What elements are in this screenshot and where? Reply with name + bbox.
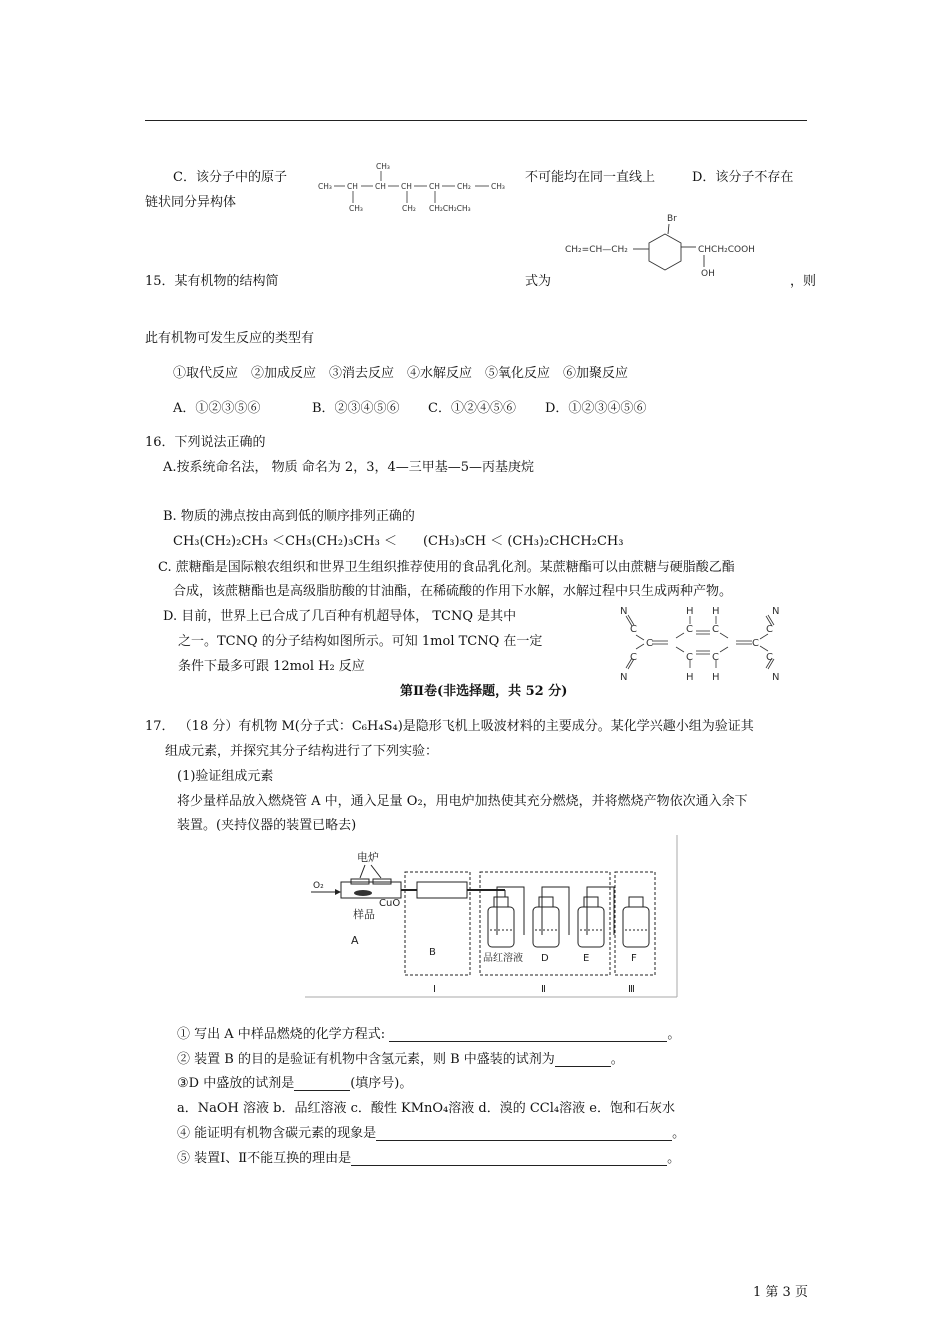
label-f: F	[631, 953, 637, 964]
tcnq-atom-label: H	[712, 606, 720, 617]
label-group-1: Ⅰ	[433, 984, 436, 995]
svg-text:CH₃: CH₃	[491, 182, 505, 191]
q15-option-a: A．①②③⑤⑥	[173, 401, 261, 416]
q17-line1: 17． （18 分）有机物 M(分子式：C₆H₄S₄)是隐形飞机上吸波材料的主要成分。某化学兴趣小组为验证其	[145, 719, 754, 734]
svg-text:CH₂CH₂CH₃: CH₂CH₂CH₃	[429, 204, 471, 213]
tcnq-atom-label: C	[646, 638, 653, 649]
svg-text:CH₃: CH₃	[376, 162, 390, 171]
label-pinhong: 品红溶液	[483, 953, 523, 964]
q17-s4: ④ 能证明有机物含碳元素的现象是 。	[177, 1126, 686, 1141]
q15-structure	[565, 210, 785, 280]
connecting-tube	[497, 887, 524, 935]
svg-text:CH₂: CH₂	[457, 182, 471, 191]
tcnq-atom-label: C	[686, 624, 693, 635]
bottle-neck	[584, 897, 598, 907]
tcnq-atom-label: H	[712, 672, 720, 682]
q17-s5: ⑤ 装置Ⅰ、Ⅱ不能互换的理由是 。	[177, 1151, 681, 1166]
answer-blank-1[interactable]	[389, 1029, 667, 1042]
q16-d3: 条件下最多可跟 12mol H₂ 反应	[178, 659, 365, 674]
tcnq-atom-label: N	[772, 606, 780, 617]
tcnq-atom-label: C	[752, 638, 759, 649]
tcnq-atom-label: C	[686, 652, 693, 663]
tcnq-atom-label: N	[620, 606, 628, 617]
page-footer: 1 第 3 页	[753, 1285, 808, 1300]
q16-d1: D. 目前，世界上已合成了几百种有机超导体， TCNQ 是其中	[163, 609, 517, 624]
label-furnace: 电炉	[357, 851, 379, 864]
q16-c1: C. 蔗糖酯是国际粮农组织和世界卫生组织推荐使用的食品乳化剂。某蔗糖酯可以由蔗糖与硬脂酸乙酯	[158, 560, 735, 575]
connecting-tube	[542, 887, 569, 935]
bottle-neck	[494, 897, 508, 907]
answer-blank-5[interactable]	[351, 1153, 667, 1166]
q15-oh: OH	[701, 269, 715, 279]
q17-line4: 将少量样品放入燃烧管 A 中，通入足量 O₂，用电炉加热使其充分燃烧，并将燃烧产物依次通入余下	[177, 794, 748, 809]
answer-blank-2[interactable]	[555, 1054, 611, 1067]
apparatus-diagram	[305, 835, 680, 1000]
q14-d-part2: 链状同分异构体	[145, 195, 237, 210]
label-sample: 样品	[353, 908, 375, 921]
q16-b-formula: CH₃(CH₂)₂CH₃ ＜CH₃(CH₂)₃CH₃ ＜ (CH₃)₃CH ＜ (CH₃)₂CHCH₂CH₃	[173, 534, 624, 549]
q16-stem: 16．下列说法正确的	[145, 435, 266, 450]
q15-left: CH₂=CH—CH₂	[565, 245, 628, 255]
label-group-3: Ⅲ	[628, 984, 635, 995]
q15-stem-c: ，则	[790, 274, 817, 289]
gas-washing-bottle	[578, 907, 604, 947]
gas-washing-bottle	[488, 907, 514, 947]
bottle-neck	[629, 897, 643, 907]
tcnq-atom-label: C	[630, 652, 637, 663]
q14-d-part1: D．该分子不存在	[692, 170, 794, 185]
q17-s1: ① 写出 A 中样品燃烧的化学方程式: 。	[177, 1027, 681, 1042]
label-cuo: CuO	[379, 898, 401, 909]
q15-stem-b: 式为	[525, 274, 552, 289]
q15-stem-d: 此有机物可发生反应的类型有	[145, 331, 315, 346]
tcnq-atom-label: C	[630, 624, 637, 635]
q14-c-part1: C．该分子中的原子	[173, 170, 287, 185]
svg-text:CH₂: CH₂	[402, 204, 416, 213]
q16-a: A.按系统命名法， 物质 命名为 2，3，4—三甲基—5—丙基庚烷	[163, 460, 535, 475]
q15-br: Br	[667, 214, 677, 224]
gas-washing-bottle	[533, 907, 559, 947]
svg-text:CH₃: CH₃	[318, 182, 332, 191]
tcnq-atom-label: H	[686, 672, 694, 682]
header-rule	[145, 120, 807, 121]
gas-washing-bottle	[623, 907, 649, 947]
label-a: A	[351, 934, 359, 947]
q16-c2: 合成，该蔗糖酯也是高级脂肪酸的甘油酯，在稀硫酸的作用下水解，水解过程中只生成两种产物。	[173, 584, 733, 599]
tcnq-atom-label: N	[620, 672, 628, 682]
tcnq-atom-label: C	[766, 624, 773, 635]
svg-text:CH: CH	[375, 182, 386, 191]
q16-b: B. 物质的沸点按由高到低的顺序排列正确的	[163, 509, 415, 524]
svg-text:CH: CH	[347, 182, 358, 191]
tcnq-atom-label: C	[712, 652, 719, 663]
bottle-neck	[539, 897, 553, 907]
label-b: B	[429, 947, 436, 958]
q15-option-c: C．①②④⑤⑥	[428, 401, 516, 416]
label-e: E	[583, 953, 590, 964]
tcnq-structure	[612, 602, 788, 682]
answer-blank-4[interactable]	[376, 1128, 672, 1141]
svg-text:CH: CH	[401, 182, 412, 191]
answer-blank-3[interactable]	[294, 1078, 350, 1091]
q17-line2: 组成元素，并探究其分子结构进行了下列实验：	[165, 744, 439, 759]
q16-d2: 之一。TCNQ 的分子结构如图所示。可知 1mol TCNQ 在一定	[178, 634, 543, 649]
q15-right: CHCH₂COOH	[698, 245, 755, 255]
svg-text:CH₃: CH₃	[349, 204, 363, 213]
q15-stem-a: 15．某有机物的结构简	[145, 274, 279, 289]
svg-text:CH: CH	[429, 182, 440, 191]
q17-s2: ② 装置 B 的目的是验证有机物中含氢元素，则 B 中盛装的试剂为 。	[177, 1052, 624, 1067]
label-d: D	[541, 953, 549, 964]
q15-reactions: ①取代反应 ②加成反应 ③消去反应 ④水解反应 ⑤氧化反应 ⑥加聚反应	[173, 366, 629, 381]
q15-option-d: D．①②③④⑤⑥	[545, 401, 647, 416]
q17-line3: (1)验证组成元素	[177, 769, 274, 784]
q17-s3-options: a．NaOH 溶液 b．品红溶液 c．酸性 KMnO₄溶液 d．溴的 CCl₄溶液 e．饱和石灰水	[177, 1101, 675, 1116]
section-2-title: 第Ⅱ卷(非选择题，共 52 分)	[400, 684, 568, 699]
q14-c-part2: 不可能均在同一直线上	[525, 170, 656, 185]
tcnq-atom-label: H	[686, 606, 694, 617]
q14-structure	[318, 160, 518, 216]
q17-s3: ③D 中盛放的试剂是 (填序号)。	[177, 1076, 413, 1091]
label-group-2: Ⅱ	[541, 984, 546, 995]
tcnq-atom-label: N	[772, 672, 780, 682]
q17-line5: 装置。(夹持仪器的装置已略去)	[177, 818, 357, 833]
label-o2: O₂	[313, 881, 324, 891]
tcnq-atom-label: C	[766, 652, 773, 663]
q15-option-b: B．②③④⑤⑥	[312, 401, 400, 416]
tcnq-atom-label: C	[712, 624, 719, 635]
